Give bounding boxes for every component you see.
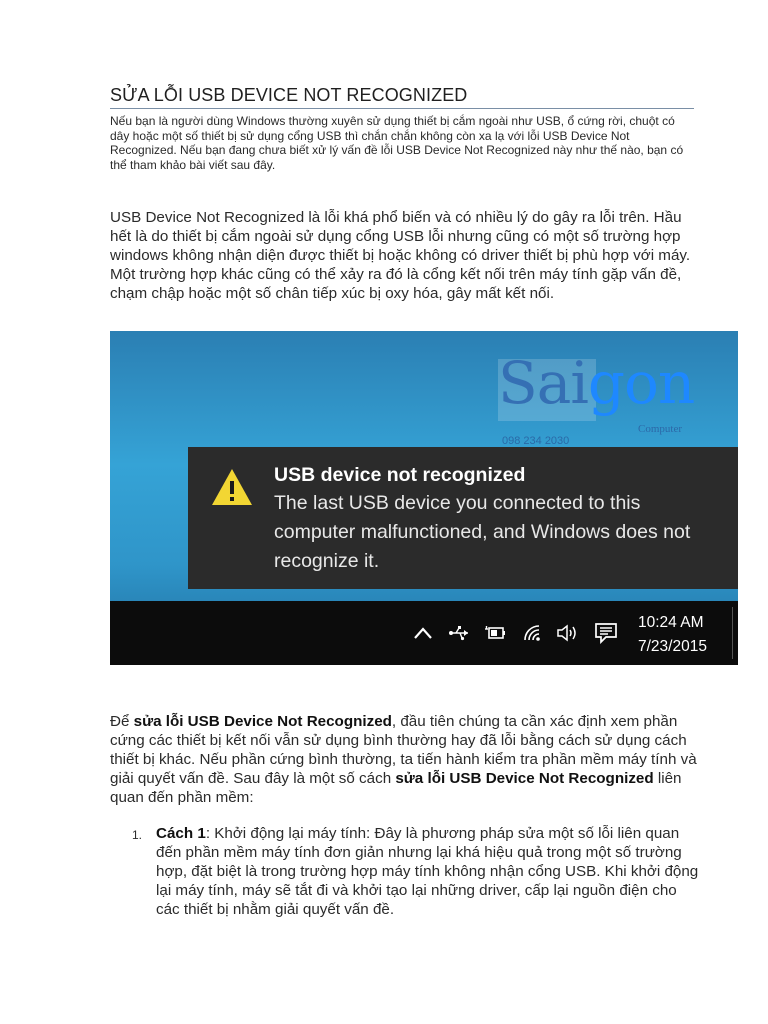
usb-notification-toast[interactable]: [188, 447, 738, 589]
p2-bold-1: sửa lỗi USB Device Not Recognized: [133, 713, 392, 730]
list-item: [110, 824, 700, 919]
usb-icon[interactable]: [448, 623, 470, 643]
logo-word-part1: Sai: [498, 349, 588, 417]
notification-icon[interactable]: [594, 622, 618, 644]
p2-text-1: Để: [110, 713, 134, 730]
p2-text-2: , đầu tiên chúng ta cần xác định xem phần cứng các thiết bị kết nối vẫn sử dụng bình thường hay đã lỗi bằng cách sử dụng cách thiết bị khác. Nếu phần cứng bình thường, ta tiến hành kiểm tra phần mềm máy tính và giải quyết vấn đề. Sau đây là một số cách: [110, 713, 697, 787]
saigon-computer-logo: [498, 351, 718, 451]
article-title: SỬA LỖI USB DEVICE NOT RECOGNIZED: [110, 84, 694, 109]
intro-paragraph: Nếu bạn là người dùng Windows thường xuyên sử dụng thiết bị cắm ngoài như USB, ổ cứng rời, chuột có dây hoặc một số thiết bị sử dụng cổng USB thì chắn chắn không còn xa lạ với lỗi USB Device Not Recognized. Nếu bạn đang chưa biết xử lý vấn đề lỗi USB Device Not Recognized này như thế nào, bạn có thể tham khảo bài viết sau đây.: [110, 114, 684, 172]
toast-title: USB device not recognized: [274, 464, 526, 486]
wifi-icon[interactable]: [522, 623, 544, 643]
taskbar-clock[interactable]: [638, 611, 707, 659]
logo-phone: 098 234 2030: [502, 435, 570, 447]
list-item-text: : Khởi động lại máy tính: Đây là phương pháp sửa một số lỗi liên quan đến phần mềm máy tính đơn giản nhưng lại khá hiệu quả trong một số trường hợp, đặt biệt là trong trường hợp máy tính không nhận cổng USB. Khi khởi động lại máy tính, máy sẽ tắt đi và khởi tạo lại những driver, cấp lại nguồn điện cho các thiết bị nhằm giải quyết vấn đề.: [156, 825, 699, 918]
p2-text-3: liên quan đến phần mềm:: [110, 770, 682, 806]
logo-wordmark: [498, 351, 694, 415]
list-item-number: 1.: [132, 828, 143, 842]
windows-taskbar: [110, 601, 738, 665]
show-desktop-divider[interactable]: [732, 607, 733, 659]
logo-subtitle: Computer: [638, 423, 682, 435]
list-item-label: Cách 1: [156, 825, 206, 842]
clock-date: 7/23/2015: [638, 638, 707, 655]
toast-message: The last USB device you connected to this computer malfunctioned, and Windows does not recognize it.: [274, 492, 691, 572]
warning-icon: [210, 467, 254, 507]
chevron-up-icon[interactable]: [412, 623, 434, 643]
body-paragraph-1: USB Device Not Recognized là lỗi khá phổ biến và có nhiều lý do gây ra lỗi trên. Hầu hết là do thiết bị cắm ngoài sử dụng cổng USB lỗi nhưng cũng có một số trường hợp windows không nhận diện được thiết bị hoặc không có driver thiết bị phù hợp với máy. Một trường hợp khác cũng có thể xảy ra đó là cổng kết nối trên máy tính gặp vấn đề, chạm chập hoặc một số chân tiếp xúc bị oxy hóa, gây mất kết nối.: [110, 209, 691, 302]
clock-time: 10:24 AM: [638, 614, 704, 631]
method-list: [110, 824, 700, 919]
logo-word-part2: gon: [587, 349, 695, 417]
battery-icon[interactable]: [484, 623, 506, 643]
p2-bold-2: sửa lỗi USB Device Not Recognized: [395, 770, 654, 787]
volume-icon[interactable]: [556, 623, 578, 643]
body-paragraph-2: [110, 712, 698, 807]
usb-error-screenshot: [110, 331, 738, 665]
